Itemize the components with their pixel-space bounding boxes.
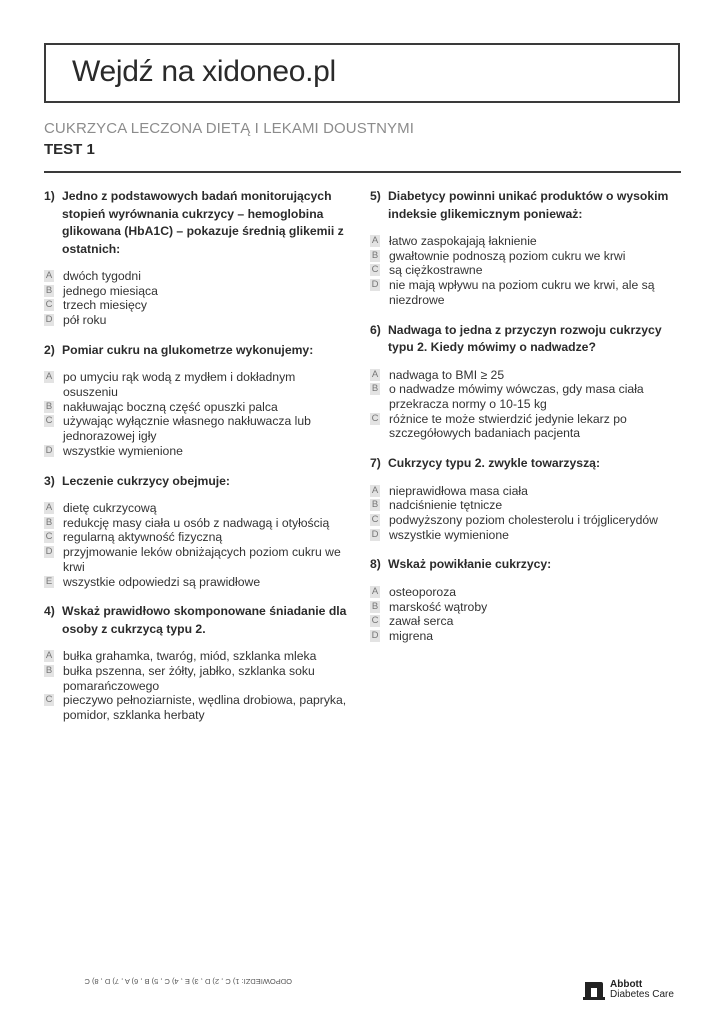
answer-text: regularną aktywność fizyczną (63, 530, 223, 545)
answer-letter: C (371, 264, 379, 276)
answer-letter: D (371, 528, 379, 540)
answer-option (44, 664, 349, 693)
answer-list (370, 585, 682, 644)
answer-text: gwałtownie podnoszą poziom cukru we krwi (389, 248, 626, 263)
question-5 (370, 188, 682, 308)
answer-option (44, 414, 349, 443)
answer-option (44, 284, 349, 299)
banner-title: Wejdź na xidoneo.pl (72, 55, 336, 88)
answer-letter: C (371, 615, 379, 627)
answer-option (44, 649, 349, 664)
answer-letter: B (371, 600, 379, 612)
question-number: 2) (44, 342, 55, 357)
question-8 (370, 556, 682, 643)
answer-text: używając wyłącznie własnego nakłuwacza lub jednorazowej igły (63, 414, 311, 444)
answer-letter: B (45, 664, 53, 676)
answer-letter: C (371, 513, 379, 525)
answer-option (370, 263, 682, 278)
answer-letter: A (371, 484, 379, 496)
question-text: Pomiar cukru na glukometrze wykonujemy: (62, 342, 314, 357)
answer-list (44, 649, 349, 723)
question-text: Leczenie cukrzycy obejmuje: (62, 473, 230, 488)
answer-list (44, 501, 349, 589)
answer-letter: B (371, 249, 379, 261)
questions-left-column (44, 188, 349, 737)
answer-key-upside-down: ODPOWIEDZI: 1) C , 2) D , 3) E , 4) C , 5) B , 6) A , 7) D , 8) C (84, 977, 292, 986)
answer-letter: B (371, 499, 379, 511)
question-number: 4) (44, 604, 55, 619)
answer-text: są ciężkostrawne (389, 263, 483, 278)
answer-option (44, 444, 349, 459)
question-text: Nadwaga to jedna z przyczyn rozwoju cukrzycy typu 2. Kiedy mówimy o nadwadze? (388, 322, 662, 355)
answer-text: jednego miesiąca (63, 283, 158, 298)
question-1 (44, 188, 349, 328)
answer-option (370, 484, 682, 499)
answer-option (44, 313, 349, 328)
answer-list (44, 370, 349, 458)
question-number: 7) (370, 456, 381, 471)
answer-option (370, 528, 682, 543)
question-6 (370, 322, 682, 442)
answer-option (44, 545, 349, 574)
answer-text: bułka grahamka, twaróg, miód, szklanka mleka (63, 649, 317, 664)
answer-text: nie mają wpływu na poziom cukru we krwi, ale są niezdrowe (389, 278, 655, 307)
document-subtitle: CUKRZYCA LECZONA DIETĄ I LEKAMI DOUSTNYMI (44, 120, 414, 137)
answer-list (44, 269, 349, 328)
answer-text: pół roku (63, 313, 107, 328)
answer-letter: A (371, 235, 379, 246)
answer-text: nakłuwając boczną część opuszki palca (63, 399, 278, 414)
answer-text: pieczywo pełnoziarniste, wędlina drobiowa, papryka, pomidor, szklanka herbaty (63, 693, 347, 723)
answer-letter: D (371, 629, 379, 641)
answer-option (44, 269, 349, 284)
answer-text: dwóch tygodni (63, 269, 141, 283)
question-text: Cukrzycy typu 2. zwykle towarzyszą: (388, 456, 601, 471)
answer-option (44, 693, 349, 722)
answer-option (370, 614, 682, 629)
answer-text: bułka pszenna, ser żółty, jabłko, szklanka soku pomarańczowego (63, 663, 315, 693)
answer-letter: D (45, 314, 53, 326)
answer-letter: C (45, 415, 53, 427)
question-text: Diabetycy powinni unikać produktów o wysokim indeksie glikemicznym ponieważ: (388, 189, 669, 221)
answer-letter: C (45, 299, 53, 311)
answer-option (370, 585, 682, 600)
answer-list (370, 234, 682, 308)
answer-letter: A (45, 650, 53, 662)
answer-letter: A (45, 371, 53, 383)
answer-option (44, 530, 349, 545)
question-number: 8) (370, 557, 381, 572)
answer-text: różnice te może stwierdzić jedynie lekarz po szczegółowych badaniach pacjenta (389, 411, 627, 441)
answer-text: nadwaga to BMI ≥ 25 (389, 367, 505, 382)
question-text: Jedno z podstawowych badań monitorujących stopień wyrównania cukrzycy – hemoglobina glikowana (HbA1C) – pokazuje średnią glikemii z ostatnich: (62, 189, 344, 256)
question-number: 1) (44, 189, 55, 203)
abbott-logo (583, 980, 674, 1000)
answer-option (44, 400, 349, 415)
answer-letter: B (45, 516, 53, 528)
answer-text: migrena (389, 628, 434, 643)
answer-text: po umyciu rąk wodą z mydłem i dokładnym osuszeniu (63, 370, 296, 400)
answer-option (44, 516, 349, 531)
abbott-logo-icon (583, 980, 605, 1000)
answer-text: zawał serca (389, 614, 454, 629)
question-text: Wskaż powikłanie cukrzycy: (388, 557, 552, 572)
answer-letter: A (45, 502, 53, 514)
answer-option (370, 513, 682, 528)
answer-letter: B (45, 284, 53, 296)
question-text: Wskaż prawidłowo skomponowane śniadanie dla osoby z cukrzycą typu 2. (62, 604, 347, 636)
answer-text: osteoporoza (389, 584, 457, 599)
answer-text: dietę cukrzycową (63, 501, 157, 516)
question-4 (44, 603, 349, 723)
answer-text: redukcję masy ciała u osób z nadwagą i otyłością (63, 515, 330, 530)
answer-list (370, 368, 682, 442)
answer-letter: A (45, 270, 53, 281)
question-number: 6) (370, 322, 381, 337)
divider (44, 171, 681, 173)
answer-list (370, 484, 682, 543)
logo-subtitle: Diabetes Care (610, 989, 674, 1000)
answer-text: wszystkie odpowiedzi są prawidłowe (63, 574, 261, 589)
answer-letter: B (371, 383, 379, 395)
answer-option (370, 600, 682, 615)
answer-text: wszystkie wymienione (389, 527, 509, 542)
question-2 (44, 342, 349, 459)
question-7 (370, 455, 682, 542)
answer-text: o nadwadze mówimy wówczas, gdy masa ciała przekracza normy o 10-15 kg (389, 382, 644, 411)
answer-option (370, 498, 682, 513)
answer-text: trzech miesięcy (63, 298, 147, 313)
answer-option (370, 629, 682, 644)
answer-option (44, 501, 349, 516)
answer-option (370, 382, 682, 411)
answer-option (44, 298, 349, 313)
questions-right-column (370, 188, 682, 658)
answer-letter: A (371, 368, 379, 380)
answer-letter: D (371, 279, 379, 291)
answer-option (44, 370, 349, 399)
answer-letter: E (45, 575, 53, 587)
answer-letter: D (45, 444, 53, 456)
answer-text: nadciśnienie tętnicze (389, 498, 503, 513)
answer-letter: C (45, 531, 53, 543)
answer-letter: D (45, 546, 53, 558)
question-number: 5) (370, 189, 381, 203)
answer-text: wszystkie wymienione (63, 443, 183, 458)
answer-option (44, 575, 349, 590)
answer-option (370, 234, 682, 249)
answer-letter: C (45, 694, 53, 706)
answer-letter: C (371, 412, 379, 424)
question-number: 3) (44, 473, 55, 488)
answer-text: podwyższony poziom cholesterolu i trójglicerydów (389, 512, 658, 527)
test-label: TEST 1 (44, 141, 95, 158)
question-3 (44, 473, 349, 590)
logo-name: Abbott (610, 979, 643, 990)
answer-option (370, 278, 682, 307)
answer-text: nieprawidłowa masa ciała (389, 483, 528, 498)
answer-letter: A (371, 585, 379, 597)
answer-text: marskość wątroby (389, 599, 488, 614)
answer-option (370, 249, 682, 264)
answer-option (370, 412, 682, 441)
title-banner (44, 43, 680, 103)
answer-text: łatwo zaspokajają łaknienie (389, 234, 537, 248)
answer-option (370, 368, 682, 383)
answer-text: przyjmowanie leków obniżających poziom cukru we krwi (63, 545, 341, 574)
answer-letter: B (45, 400, 53, 412)
